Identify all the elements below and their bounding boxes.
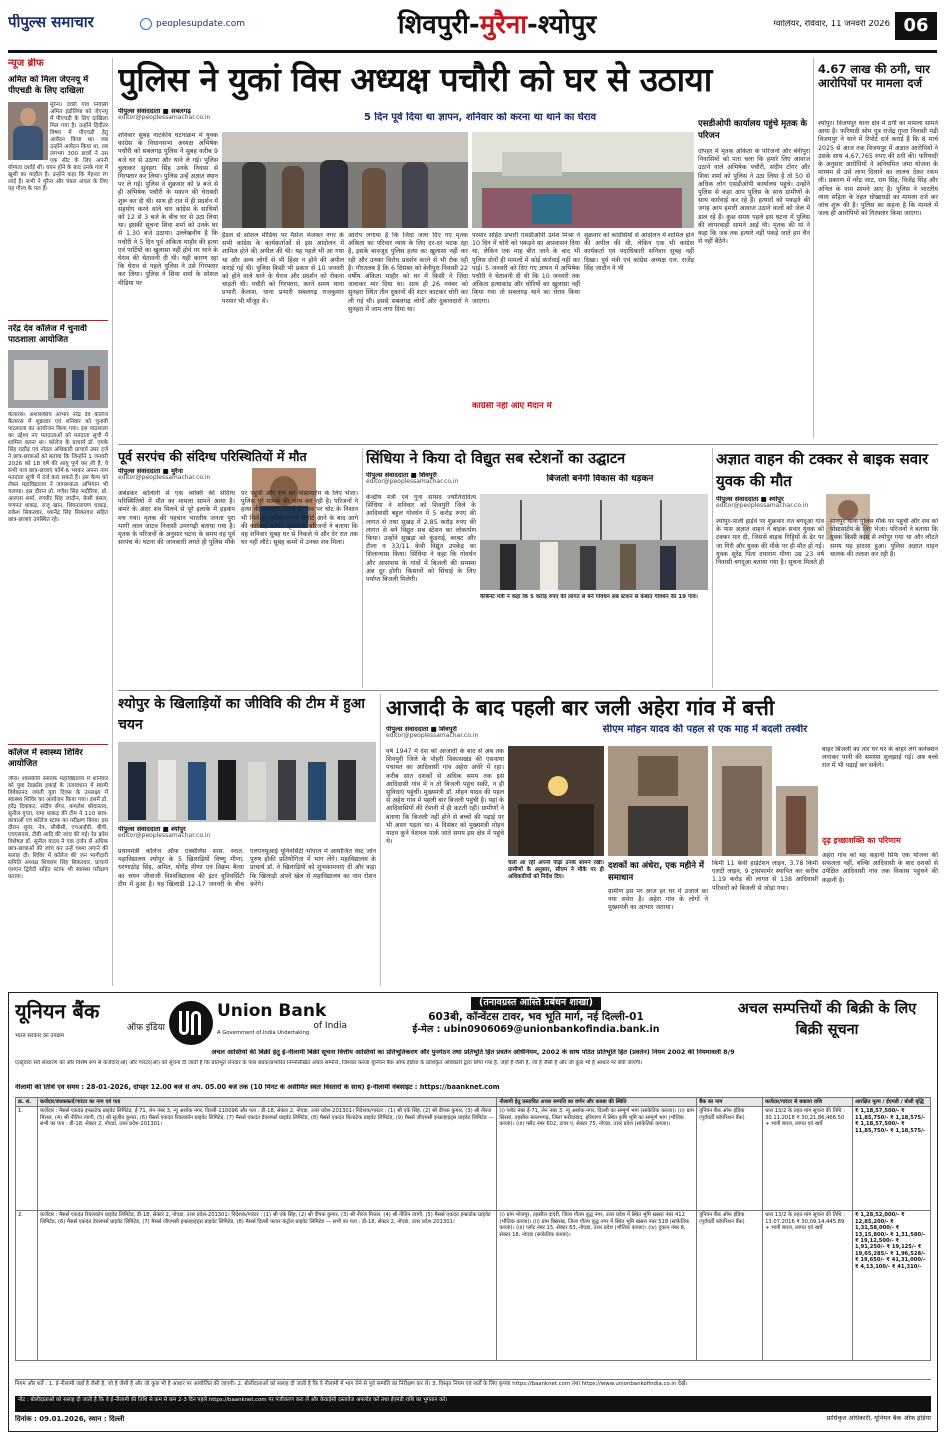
sarpanch-headline: पूर्व सरपंच की संदिग्ध परिस्थितियों में मौत [118,449,307,464]
ahera-column-1: वर्ष 1947 में देश को आजादी के बाद से अब तक शिवपुरी जिले के पोहरी विकासखंड की एसवाया पंचायत का आदिवासी गांव अहेरा अंधेरे में रहा। करीब सात दशकों से अधिक समय तक इस आदिवासी गांव में न तो बिजली पहुंच सकी, न ही सुविधाएं पहुंचीं। मुख्यमंत्री डॉ. मोहन यादव की पहल से अहेरा गांव में पहली बार बिजली पहुंची है। यहां के आदिवासियों की रोशनी में ही कटती रही। ग्रामीणों ने बताया कि बिजली नहीं होने से बच्चों की पढ़ाई पर भी असर पड़ता था। 4 दिसंबर को मुख्यमंत्री मोहन यादव कुने नेशनल पार्क जाते समय इस क्षेत्र में पहुंचे थे। [386,748,504,846]
terms-footer: नियम और शर्तें : 1. ई-नीलामी जहाँ है जैसी है, जो है जैसी है और जो कुछ भी है आधार पर आयोजित की जाएगी। 2. बोलीदाताओं को सलाह दी जाती है कि वे नीलामी में भाग लेने से पूर्व सम्पत्ति का निरीक्षण कर लें। 3. विस्तृत नियम एवं शर्तों के लिए कृपया https://baanknet.com तथा https://www.unionbankofindia.co.in देखें। [15,1379,931,1395]
branch-box: (तनावग्रस्त आस्ति प्रबंधन शाखा) 603बी, कॉन्वेंटस टावर, भव भूति मार्ग, नई दिल्ली-01 ई-मेल : ubin0906069@unionbankofindia.bank.in [412,997,660,1035]
ahera-subhead: सीएम मोहन यादव की पहल से एक माह में बदली तस्वीर [602,724,808,735]
place-date: दिनांक : 09.01.2026, स्थान : दिल्ली [15,1415,125,1423]
ahera-column-6: अहेरा गांव को यह कहानी सिर्फ एक योजना की सफलता नहीं, बल्कि आदिवासी के बाद दशकों से उपेक्षित आदिवासी गांव तक विकास पहुंचने की कहानी है। [822,852,938,884]
col-bank: बैंक का नाम [697,1098,763,1107]
sports-byline: पीपुल्स संवाददाता ■ श्योपुर editor@peoplessamachar.co.in [118,826,211,840]
news-brief-column [8,58,108,988]
ahera-byline: पीपुल्स संवाददाता ■ शिवपुरी editor@peoplessamachar.co.in [386,726,479,740]
signatory: प्राधिकृत अधिकारी, यूनियन बैंक ऑफ इंडिया [826,1415,931,1422]
col-property: नीलामी हेतु प्रस्तावित अचल सम्पत्ति का वर्णन और कब्जा की स्थिति [497,1098,697,1107]
brief-3-title: कॉलेज में स्वास्थ्य शिविर आयोजित [8,748,83,769]
lead-subhead: 5 दिन पूर्व दिया था ज्ञापन, शनिवार को करना था थाने का घेराव [363,112,596,123]
lead-column-3: आरोप लगाया है कि जिंदा जला दिए गए मृतक अंकिता का परिवार न्याय के लिए दर-दर भटक रहा है, इसके बावजूद पुलिस हत्या का खुलासा नहीं कर रही और उनका विरोध प्रदर्शन करने से भी रोक रही है। गौरतलब है कि 6 दिसंबर को बेनीपुरा निवासी 22 वर्षीय अंकिता माहौर को घर में किसी ने जिंदा जलाकर मार दिया था। साथ ही 26 नवंबर को सुनहरा स्थित तीन दुकानों की शटर काटकर चोरी कर ली गई थी। इससे सबलगढ़ लोगों और दुकानदारों ने सुनहरा में जाम लगा दिया था। [348,232,468,313]
lead-column-4b: शुक्रवार को कांग्रेसियों से आंदोलन में शामिल होने की अपील की थी, लेकिन एक भी कांग्रेस कार्यकर्ता एवं पदाधिकारी शनिवार सुबह नहीं दिखा। पूर्व मंत्री एवं कांग्रेस अध्यक्ष एल. राजेंद्र सिंह जादौन ने भी [584,232,694,272]
ahera-column-4: किमी 11 केवी हाईटेंशन लाइन, 3.78 किमी एलटी लाइन, 9 ट्रांसफार्मर स्थापित कर करीब 1.19 करोड़ की लागत से 138 आदिवासी परिवारों को बिजली से जोड़ा गया। [712,860,818,892]
fraud-headline: 4.67 लाख की ठगी, चार आरोपियों पर मामला दर्ज [818,62,930,90]
ahera-column-3: ग्रामीण इस पर आज हर घर में उजाले का नया सवेरा है। अहेरा गांव के लोगों ने मुख्यमंत्री का आभार जताया। [608,888,708,912]
col-party: कर्जदार/बंधककर्ता/गारंटर का नाम एवं पता [37,1098,496,1107]
news-brief-label: न्यूज ब्रीफ [8,58,44,69]
fraud-body: श्योपुर। विजयपुर थाना क्षेत्र में ठगी का मामला सामने आया है। फरियादी सोम पुत्र राजेंद्र गुप्ता निवासी मंडी विजयपुर ने थाने में रिपोर्ट दर्ज कराई है कि 8 मार्च 2025 से आज तक विजयपुर में अज्ञात आरोपियों ने उसके साथ 4,67,765 रुपए की ठगी की। फरियादी के अनुसार आरोपियों ने अनियमित जमा योजना के माध्यम से उसे लाभ दिलाने का लालच देकर रकम ली। प्रकरण में नरेंद्र जाट, राम सिंह, विजेंद्र सिंह और अनिल के नाम सामने आए हैं। पुलिस ने भारतीय न्याय संहिता के तहत धोखाधड़ी का मामला दर्ज कर जांच शुरू की है। पुलिस का कहना है कि मामले में जल्द ही आरोपियों को गिरफ्तार किया जाएगा। [818,120,938,218]
scindia-byline: पीपुल्स संवाददाता ■ शिवपुरी editor@peoplessamachar.co.in [366,472,459,486]
ahera-caption-1: चलो आ रही अपनी पीढ़ा उनके सामने रखी। ग्रामीणों के अनुसार, सीएम ने मौके पर ही अधिकारियों को निर्देश दिए। [508,860,604,880]
ahera-photo-3 [712,746,772,856]
scindia-headline: सिंधिया ने किया दो विद्युत सब स्टेशनों का उद्घाटन [366,451,626,467]
brief-3-body: जौरा। शासकीय स्नातक महाविद्यालय में शनिवार को युवा रेडक्रॉस इकाई के तत्वावधान में स्वामी विवेकानंद जयंती युवा दिवस के उपलक्ष्य में स्वास्थ्य शिविर का आयोजन किया गया। इसमें डॉ. हरेंद्र दिवाकर, संदीप सेंगर, कमलेश श्रीवास्तव, सुनील गुप्ता, रामा धाकड़ की टीम ने 110 छात्र-छात्राओं एवं कॉलेज स्टाफ का परीक्षण किया। इस दौरान शुगर, नेत्र, सीबीसी, एचआईवी, बीपी, एचएसएस, टीबी आदि की जांच की गई। रेड क्रॉस विशेषज्ञ डॉ. सुनील यादव ने एक दर्जन से अधिक छात्र-छात्राओं की जांच कर उन्हें चश्मा लगाने की सलाह दी। शिविर में कॉलेज की जन भागीदारी समिति अध्यक्ष शिवराम सिंह सिकरवार, प्राचार्य एसएन द्विवेदी सहित स्टाफ भी स्वास्थ्य परीक्षण कराया। [8,776,108,880]
sdop-body: दोपहर में मृतक अंकिता के परिजनों और बेनीपुरा निवासियों को पता चला कि हमारे लिए आवाज उठाने वाले अभिषेक पचौरी, संदीप टोंगर और शिवा शर्मा को पुलिस ने उठा लिया है तो 50 से अधिक लोग एसडीओपी कार्यालय पहुंचे। उन्होंने पुलिस से कहा आप पुलिस के साथ ग्रामीणों के साथ कार्रवाई कर रहे हैं। हत्यारों को पकड़ने की जगह आप हमारी आवाज उठाने वालों को जेल में डाल रहे हैं। कुछ समय पहले इस घटना में पुलिस की लापरवाही सामने आई थी। मृतक की मां ने कहा कि जब तक हत्यारे नहीं पकड़े जाते हम चैन से नहीं बैठेंगे। [698,148,810,246]
col-reserve: आरक्षित मूल्य / ईएमडी / बोली वृद्धि [853,1098,931,1107]
lead-photo-1 [222,132,468,228]
brief-1-body: मुरैना। देवरी गांव निवासी अमित इंडोलिया को जेएनयू में पीएचडी के लिए दाखिला मिल गया है। उन्होंने हिंदीतर विषय में पीएचडी हेतु आवेदन किया था। जब उन्होंने आवेदन किया था, तब लगभग 300 छात्रों ने उस एक सीट के लिए अपनी योग्यता दर्शाई थी। चयन होने के बाद उनके गांव में खुशी का माहौल है। उन्होंने कहा कि मेहनत रंग लाई है। सभी ने मुरैना और चंबल अंचल के लिए यह गौरव के पल हैं। [8,102,108,192]
table-row: 1. कर्जदार : मैसर्स एकदंत इन्फ्राटेक प्राइवेट लिमिटेड, ई-71, लेन नंबर 3, न्यू अशोक नगर, दिल्ली-110096 और पता : डी-18, सेक्टर 2, नोएडा, उत्तर प्रदेश-201301। निदेशक/गारंटर : (1) श्री एके सिंह, (2) श्री दीपक कुमार, (3) श्री नीरज मित्तल, (4) श्री नीतिन त्यागी, (5) श्री सुजीत कुमार, (6) मैसर्स एकदंत रियलकॉन प्राइवेट लिमिटेड, (7) मैसर्स एकदंत डेवलपर्स प्राइवेट लिमिटेड, (8) मैसर्स एकदंत बिल्डटेक प्राइवेट लिमिटेड, (9) मैसर्स जीएमसी इन्फ्राहाइट्स प्राइवेट लिमिटेड — सभी का पता : डी-18, सेक्टर 2, नोएडा, उत्तर प्रदेश-201301। (i) प्लॉट नंबर ई-71, लेन नंबर 3, न्यू अशोक नगर, दिल्ली का सम्पूर्ण भाग (सांकेतिक कब्जा)। (ii) ग्राम सिरसा, तहसील बल्लभगढ़, जिला फरीदाबाद, हरियाणा में स्थित कृषि भूमि का सम्पूर्ण भाग (भौतिक कब्जा)। (iii) फ्लैट नंबर 602, टावर ए, सेक्टर 75, नोएडा, उत्तर प्रदेश (सांकेतिक कब्जा)। यूनियन बैंक ऑफ इंडिया (पूर्ववर्ती कॉर्पोरेशन बैंक) धारा 13/2 के तहत मांग सूचना की तिथि : 30.11.2018 ₹ 30,21,86,466.50 + भावी ब्याज, लागत एवं खर्चे ₹ 1,18,57,500/- ₹ 11,85,750/- ₹ 1,18,575/- ₹ 1,18,57,500/- ₹ 11,85,750/- ₹ 1,18,575/- [16,1107,931,1211]
bank-name-hindi: यूनियन बैंक ऑफ इंडिया भारत सरकार का उपक्रम [15,999,165,1040]
masthead [0,0,945,52]
note-footer: नोट : बोलीदाताओं को सलाह दी जाती है कि वे ई-नीलामी की तिथि से कम से कम 2-3 दिन पहले https://baanknet.com पर पंजीकरण करा लें और केवाईसी दस्तावेज अपलोड करें तथा ईएमडी राशि का भुगतान करें। [15,1396,931,1412]
lead-column-4: परमार सहित प्रभारी एसडीओपी उमेश मिश्रा ने 10 दिन में चोरी को पकड़ने का आश्वासन दिया था, लेकिन एक माह बीत जाने के बाद भी पुलिस दोनों ही मामलों में कोई कार्रवाई नहीं कर पाई। 5 जनवरी को दिए गए ज्ञापन में अभिषेक पचौरी ने चेतावनी दी थी कि 10 जनवरी तक अंकिता हत्याकांड और चोरियों का खुलासा नहीं किया गया तो सबलगढ़ थाने का घेराव किया जाएगा। [472,232,580,305]
scindia-subhead: बिजली बनेगी विकास की धड़कन [546,474,654,484]
brief-1-title: अमित को मिला जेएनयू में पीएचडी के लिए दाखिला [8,75,89,96]
sports-headline: श्योपुर के खिलाड़ियों का जीविवि की टीम में हुआ चयन [118,696,365,733]
lead-subhead-2: कांग्रेसी नहीं आए मैदान में [472,402,552,411]
ahera-headline: आजादी के बाद पहली बार जली अहेरा गांव में बत्ती [386,696,775,720]
notice-paragraph: एतद्द्वारा सर्व साधारण को और विशेष रूप से कर्जदार(ओं) और गारंटर(ओं) को सूचना दी जाती है कि प्रतिभूत लेनदार के पास बंधक/प्रभारित निम्नलिखित अचल सम्पत्ति, जिसका कब्जा यूनियन बैंक ऑफ इंडिया के प्राधिकृत अधिकारी द्वारा लिया गया है, जहाँ है जैसी है, जो है जैसी है और जो कुछ भी है आधार पर बेची जाएगी। [15,1060,643,1066]
table-row: 2. कर्जदार : मैसर्स एकदंत रियलकॉन प्राइवेट लिमिटेड, डी-18, सेक्टर 2, नोएडा, उत्तर प्रदेश-201301। निदेशक/गारंटर : (1) श्री एके सिंह, (2) श्री दीपक कुमार, (3) श्री नीरज मित्तल, (4) श्री नीतिन त्यागी, (5) मैसर्स एकदंत इन्फ्राटेक प्राइवेट लिमिटेड, (6) मैसर्स एकदंत डेवलपर्स प्राइवेट लिमिटेड, (7) मैसर्स जीएमसी इन्फ्राहाइट्स प्राइवेट लिमिटेड, (8) मैसर्स दिल्ली फायर कंट्रोल प्राइवेट लिमिटेड — सभी का पता : डी-18, सेक्टर 2, नोएडा, उत्तर प्रदेश-201301। (i) ग्राम भोजपुर, तहसील दादरी, जिला गौतम बुद्ध नगर, उत्तर प्रदेश में स्थित भूमि खसरा नंबर 412 (भौतिक कब्जा)। (ii) ग्राम बिसरख, जिला गौतम बुद्ध नगर में स्थित भूमि खसरा नंबर 518 (सांकेतिक कब्जा)। (iii) प्लॉट नंबर 15, सेक्टर 63, नोएडा, उत्तर प्रदेश (भौतिक कब्जा)। (iv) दुकान नंबर 8, सेक्टर 18, नोएडा (सांकेतिक कब्जा)। यूनियन बैंक ऑफ इंडिया (पूर्ववर्ती कॉर्पोरेशन बैंक) धारा 13/2 के तहत मांग सूचना की तिथि : 13.07.2016 ₹ 30,09,14,445.89 + भावी ब्याज, लागत एवं खर्चे ₹ 1,28,52,000/- ₹ 12,85,200/- ₹ 1,31,58,000/- ₹ 13,15,800/- ₹ 1,31,580/- ₹ 19,12,500/- ₹ 1,91,250/- ₹ 19,125/- ₹ 19,65,285/- ₹ 1,96,528/- ₹ 19,650/- ₹ 41,31,000/- ₹ 4,13,100/- ₹ 41,310/- [16,1211,931,1361]
lead-byline: पीपुल्स संवाददाता ■ सबलगढ़ editor@peoplessamachar.co.in [118,108,211,122]
auction-date-line: नीलामी की तिथि एवं समय : 28-01-2026, दोपहर 12.00 बजे से अप. 05.00 बजे तक (10 मिनट के असीमित स्वतः विस्तारों के साथ) ई-नीलामी वेबसाइट : https://baanknet.com [15,1084,500,1091]
col-sn: क्र. सं. [16,1098,38,1107]
union-bank-ad [8,992,938,1432]
brief-2-title: नरेंद्र देव कॉलेज में चुनावी पाठशाला आयोजित [8,324,87,345]
scindia-caption: कैबिनेट मंत्री ने कहा कि 5 करोड़ रुपए की लागत से बने गोवर्धन सब स्टेशन से कबात गोवर्धन की 19 गांव। [480,594,698,600]
edition-title: शिवपुरी-मुरैना-श्योपुर [397,10,597,40]
page-number: 06 [895,12,937,40]
rule-line: अचल आस्तियों की बिक्री हेतु ई-नीलामी बिक्री सूचना वित्तीय आस्तियों का प्रतिभूतिकरण और पुनर्गठन तथा प्रतिभूति हित प्रवर्तन अधिनियम, 2002 के साथ पठित प्रतिभूति हित (प्रवर्तन) नियम 2002 की नियमावली 8/9 [211,1049,735,1056]
dateline: ग्वालियर, रविवार, 11 जनवरी 2026 [773,20,890,29]
website-url[interactable]: peoplesupdate.com [156,19,245,29]
ahera-photo-1 [508,746,604,856]
lead-photo-2 [472,132,694,228]
sale-notice-title: अचल सम्पत्तियों की बिक्री के लिए बिक्री सूचना [737,1001,917,1038]
lead-headline: पुलिस ने युकां विस अध्यक्ष पचौरी को घर से उठाया [118,60,712,99]
ahera-photo-4 [776,786,818,856]
paper-logo: पीपुल्स समाचार [8,14,94,31]
sports-team-photo [118,742,376,822]
ahera-column-2: यहां के आदिवासियों की रोशनी में ही कटती रही। ग्रामीणों ने बताया कि बिजली नहीं होने से बच्चों की पढ़ाई पर भी असर पड़ता था। 4 दिसंबर को मुख्यमंत्री मोहन यादव कुने नेशनल पार्क जाते समय इस क्षेत्र में पहुंचे थे। [386,797,504,846]
scindia-body: केन्द्रीय मंत्री एवं गुना सांसद ज्योतिरादित्य सिंधिया ने शनिवार को शिवपुरी जिले के आदिवासी बहुल गोवर्धन में 5 करोड़ रुपए की लागत से तथा सूखड़ में 2.85 करोड़ रुपए की लागत से बने विद्युत सब स्टेशन का लोकार्पण किया। उन्होंने सूखड़ा को कुंडराई, बरबट और टीला व 33/11 केवी विद्युत उपकेंद्र का शिलान्यास किया। सिंधिया ने कहा कि गोवर्धन और आसपास के गांवों में बिजली की समस्या अब दूर होगी। किसानों को सिंचाई के लिए पर्याप्त बिजली मिलेगी। [366,494,476,584]
lead-column-1: शनिवार सुबह नाटकीय घटनाक्रम में युवक कांग्रेस के विधानसभा अध्यक्ष अभिषेक पचौरी को सबलगढ़ पुलिस ने सुबह करीब 9 बजे घर से उठाया और थाने ले गई। पुलिस चुलाकर सुनहरा सिंह उनके निवास से गिरफ्तार कर लिया। पुलिस उन्हें अज्ञात स्थान पर ले गई। पुलिस ने शुक्रवार को 9 बजे से ही अभिषेक पचौरी के मकान की घेराबंदी शुरू कर दी थी। साथ ही रात में ही प्रदर्शन में सहयोग करने वाले चार कांग्रेस के साथियों को 12 से 3 बजे के बीच घर से उठा लिया था। इसकी सूचना शिवा शर्मा को उनके घर से 1.30 बजे उठाया। उल्लेखनीय है कि पचौरी ने 5 दिन पूर्व अंकिता माहौर की हत्या एवं पार्टियों का खुलासा नहीं होने पर थाने के घेराव की चेतावनी दी थी। यही कारण रहा कि घेराव से पहले पुलिस ने उसे गिरफ्तार कर लिया। पुलिस ने शिवा शर्मा के सोशल मीडिया पर [118,132,218,287]
ahera-subhead-2: दशकों का अंधेरा, एक महीने में समाधान [608,861,705,883]
scindia-photo [480,494,708,590]
brief-2-body: कैलारस। अशासकीय आभार नरेंद्र देव कॉलेज कैलारस में शुक्रवार एवं शनिवार को चुनावी पाठशाला का आयोजन किया गया। इस पाठशाला का उद्देश्य नए मतदाताओं को मतदाता सूची में शामिल करना था। कॉलेज के प्राचार्य डॉ. एमके सिंह राठौड़ एवं नोडल अधिकारी प्राचार्य उमर दर्ज ने छात्र-छात्राओं को बताया कि जिन्होंने 1 जनवरी 2026 को 18 वर्ष की आयु पूर्ण कर ली है, वे सभी पात्र छात्र-छात्राएं फॉर्म-6 भरकर अपना नाम मतदाता सूची में दर्ज करा सकते हैं। इस कैम्प को लेकर महाविद्यालय ने जागरूकता अभियान भी चलाया। इस दौरान प्रो. गणेश सिंह भदौरिया, प्रो. आरएस शर्मा, रणवीर सिंह जादौन, केसी बंसल, गणपत धाकड़, राजू खान, शिवनारायण धाकड़, राकेश सिकरवार, ध्यानेंद्र सिंह सिकरवार सहित छात्र-छात्राएं उपस्थित रहे। [8,412,108,523]
bank-name-english: Union Bank of India A Government of India Undertaking [217,1001,347,1037]
ahera-column-5: बाहर बिजली का तार घर घर के बाहर लगे कनेक्शन लगाकर पानी की समस्या सुलझाई गई। अब बच्चे रात में भी पढ़ाई कर सकेंगे। [822,746,938,770]
bike-headline: अज्ञात वाहन की टक्कर से बाइक सवार युवक की मौत [716,450,929,490]
brief-2-photo [8,350,108,408]
lead-column-2: हैंडल से सोशल मीडिया पर मैसेज भेजकर नगर के सभी कांग्रेस के कार्यकर्ताओं से इस आंदोलन में शामिल होने की अपील की थी। यह पहले भी आ गया था और अन्य लोगों से भी हिंसा न होने की अपील कराई गई थी। पुलिस किसी भी प्रकार से 10 जनवरी को होने वाले थाने के घेराव और प्रदर्शन को रोकना चाहती थी। पचौरी को गिरफ्तार, करने समय थाना प्रभारी कैलाश, धाना प्रभारी सबलगढ़ राजकुमार परमार भी मौजूद थे। [222,232,344,305]
auction-table [15,1097,931,1361]
col-dues: कर्जदार/गारंटर से बकाया राशि [763,1098,853,1107]
sarpanch-byline: पीपुल्स संवाददाता ■ मुरैना editor@peoplessamachar.co.in [118,468,211,482]
sarpanch-body: अंबेडकर कॉलोनी से एक व्यक्ति की संदिग्ध परिस्थितियों में मौत का मामला सामने आया है। कमरे के अंदर शव मिलने से पूरे इलाके में हड़कंप मच गया। मृतक की पहचान भारतीय जनता पुरा भागी लाल जाटव निवासी उमरगढ़ी बताया गया है। मृतक के परिजनों के अनुसार घटना के समय वह पूर्व सरपंच थे। घटना की जानकारी लगते ही पुलिस मौके पर पहुंची और शव को पोस्टमार्टम के लिए भेजा। पुलिस पूरे मामले की जांच कर रही है। परिजनों ने हत्या की आशंका जताई है। शव पर चोट के निशान भी मिले हैं। पुलिस पीएम रिपोर्ट आने के बाद आगे की कार्रवाई करेगी। मृतक के परिजनों ने बताया कि वह शनिवार सुबह घर से निकले थे और देर रात तक घर नहीं लौटे। सुबह कमरे में उनका शव मिला। [118,490,358,547]
union-bank-logo-icon [169,1001,213,1045]
ahera-photo-2 [608,746,708,856]
sports-body: प्रधानमंत्री कॉलेज ऑफ एक्सीलेंस शास. स्नात. महाविद्यालय श्योपुर के 5 खिलाड़ियों विष्णु मीणा, धरणाठोड़ सिंह, अमित, योगेंद्र मीणा एवं विक्रम बैरवा का चयन जीवाजी विश्वविद्यालय की इंटर यूनिवर्सिटी टीम में हुआ है। यह खिलाड़ी 12-17 जनवरी के बीच एलएनयूआई यूनिवर्सिटी भोपाल में आयोजित वेस्ट जोन पुरुष हॉकी प्रतियोगिता में भाग लेंगे। महाविद्यालय के प्राचार्य डॉ. ने खिलाड़ियों को शुभकामनाएं दीं और कहा कि खिलाड़ी अपने खेल से महाविद्यालय का नाम रोशन करेंगे। [118,848,376,888]
bike-byline: पीपुल्स संवाददाता ■ श्योपुर editor@peoplessamachar.co.in [716,496,809,510]
bike-body: श्योपुर-पाली हाईवे पर शुक्रवार रात बगदूआ गांव के पास अज्ञात वाहन ने बाइक सवार युवक को टक्कर मार दी, जिससे बाइक गिट्टियों के ढेर पर जा गिरी और युवक की मौके पर ही मौत हो गई। युवक सुरेंद्र पिता दयाराम मीणा उम्र 23 वर्ष निवासी बगदूआ बताया गया है। सूचना मिलते ही मानपुर थाना पुलिस मौके पर पहुंची और शव को पोस्टमार्टम के लिए भेजा। परिजनों ने बताया कि युवक किसी काम से श्योपुर गया था और लौटते समय यह हादसा हुआ। पुलिस अज्ञात वाहन चालक की तलाश कर रही है। [716,518,938,567]
ahera-subhead-3: दृढ़ इच्छाशक्ति का परिणाम [822,836,901,845]
sdop-headline: एसडीओपी कार्यालय पहुंचे मृतक के परिजन [698,119,808,141]
globe-icon [140,18,152,30]
